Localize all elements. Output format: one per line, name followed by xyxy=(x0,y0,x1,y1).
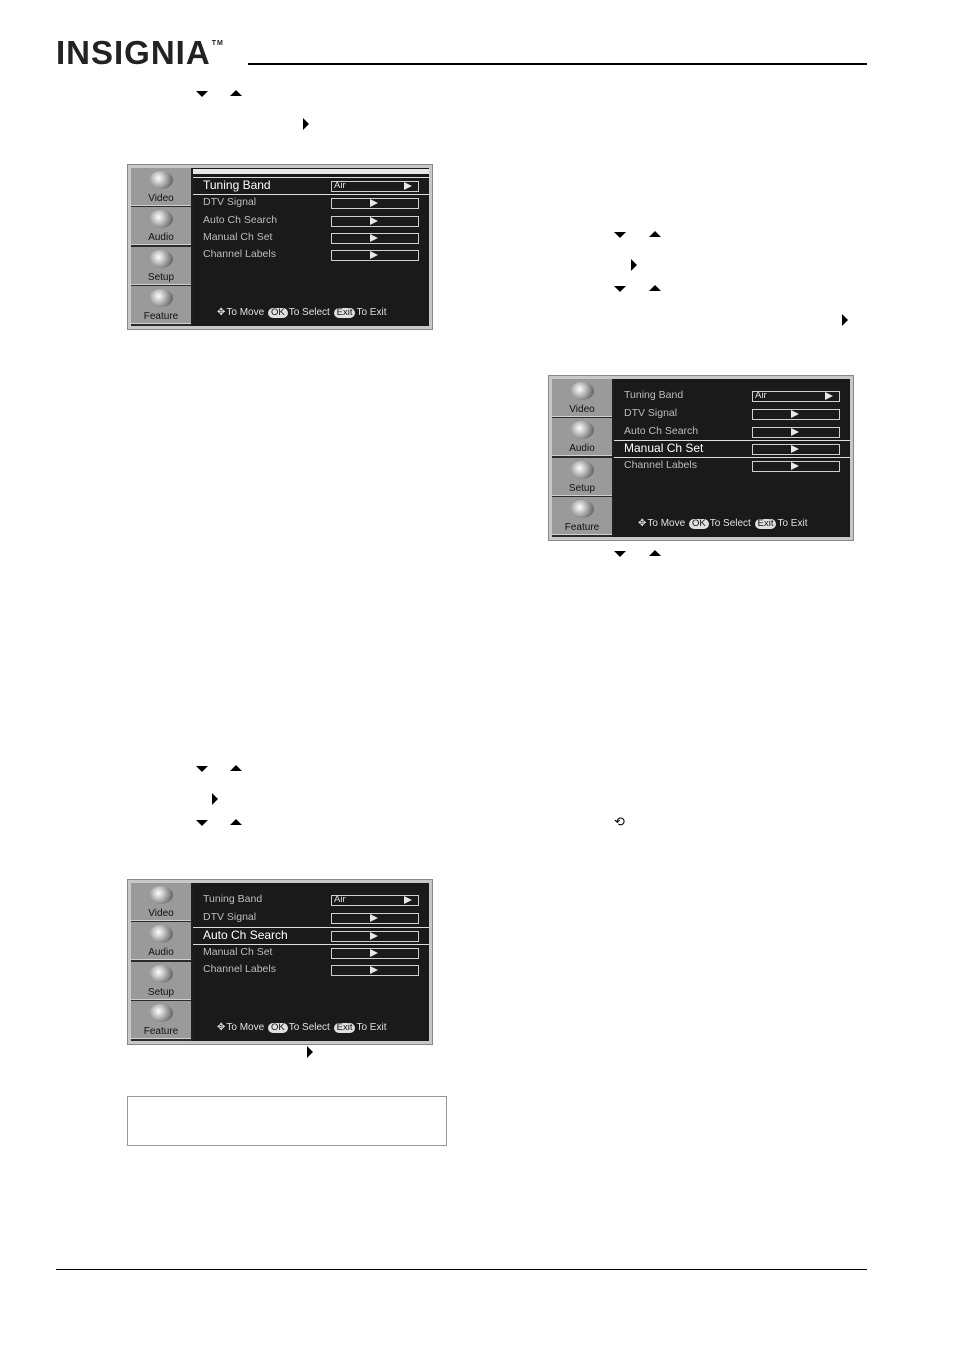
play-arrow-icon xyxy=(791,410,799,418)
menu-item-tuning-band[interactable]: Tuning Band Air xyxy=(614,388,850,404)
setup-icon xyxy=(149,250,173,268)
tv-menu-tuning-band xyxy=(127,164,433,330)
header-rule xyxy=(248,63,867,65)
play-arrow-icon xyxy=(791,462,799,470)
setup-icon xyxy=(149,965,173,983)
up-arrow-icon xyxy=(649,231,661,237)
footer-rule xyxy=(56,1269,867,1270)
menu-item-manual-ch-set[interactable]: Manual Ch Set xyxy=(193,230,429,246)
video-icon xyxy=(149,886,173,904)
menu-item-auto-ch-search[interactable]: Auto Ch Search xyxy=(193,213,429,229)
menu-item-auto-ch-search[interactable]: Auto Ch Search xyxy=(193,927,429,945)
play-arrow-icon xyxy=(370,914,378,922)
audio-icon xyxy=(149,925,173,943)
up-arrow-icon xyxy=(230,90,242,96)
category-feature[interactable]: Feature xyxy=(552,497,612,535)
right-arrow-icon xyxy=(631,259,637,271)
menu-item-dtv-signal[interactable]: DTV Signal xyxy=(193,910,429,926)
video-icon xyxy=(149,171,173,189)
category-setup[interactable]: Setup xyxy=(552,458,612,496)
menu-item-dtv-signal[interactable]: DTV Signal xyxy=(614,406,850,422)
play-arrow-icon xyxy=(404,182,412,190)
move-icon: ✥ xyxy=(217,1022,226,1033)
play-arrow-icon xyxy=(370,966,378,974)
menu-item-manual-ch-set[interactable]: Manual Ch Set xyxy=(614,440,850,458)
tv-menu-manual-ch-set xyxy=(548,375,854,541)
up-arrow-icon xyxy=(649,550,661,556)
category-setup[interactable]: Setup xyxy=(131,962,191,1000)
play-arrow-icon xyxy=(370,217,378,225)
note-box xyxy=(127,1096,447,1146)
play-arrow-icon xyxy=(370,251,378,259)
play-arrow-icon xyxy=(370,234,378,242)
menu-hint: ✥To Move OK To Select Exit To Exit xyxy=(638,518,808,529)
menu-item-dtv-signal[interactable]: DTV Signal xyxy=(193,195,429,211)
menu-item-tuning-band[interactable]: Tuning Band Air xyxy=(193,892,429,908)
move-icon: ✥ xyxy=(638,518,647,529)
insignia-logo: INSIGNIA™ xyxy=(56,34,224,71)
menu-item-channel-labels[interactable]: Channel Labels xyxy=(193,962,429,978)
category-audio[interactable]: Audio xyxy=(131,922,191,960)
tv-menu-auto-ch-search xyxy=(127,879,433,1045)
menu-hint: ✥To Move OK To Select Exit To Exit xyxy=(217,1022,387,1033)
category-audio[interactable]: Audio xyxy=(552,418,612,456)
play-arrow-icon xyxy=(370,932,378,940)
feature-icon xyxy=(570,500,594,518)
move-icon: ✥ xyxy=(217,307,226,318)
down-arrow-icon xyxy=(196,766,208,772)
up-arrow-icon xyxy=(649,285,661,291)
play-arrow-icon xyxy=(370,199,378,207)
down-arrow-icon xyxy=(614,232,626,238)
down-arrow-icon xyxy=(196,820,208,826)
category-feature[interactable]: Feature xyxy=(131,286,191,324)
menu-item-tuning-band[interactable]: Tuning Band Air xyxy=(193,177,429,195)
right-arrow-icon xyxy=(842,314,848,326)
feature-icon xyxy=(149,1004,173,1022)
category-feature[interactable]: Feature xyxy=(131,1001,191,1039)
up-arrow-icon xyxy=(230,765,242,771)
audio-icon xyxy=(570,421,594,439)
menu-item-manual-ch-set[interactable]: Manual Ch Set xyxy=(193,945,429,961)
menu-hint: ✥To Move OK To Select Exit To Exit xyxy=(217,307,387,318)
menu-item-channel-labels[interactable]: Channel Labels xyxy=(193,247,429,263)
play-arrow-icon xyxy=(825,392,833,400)
category-video[interactable]: Video xyxy=(131,168,191,206)
down-arrow-icon xyxy=(614,286,626,292)
play-arrow-icon xyxy=(404,896,412,904)
audio-icon xyxy=(149,210,173,228)
play-arrow-icon xyxy=(370,949,378,957)
cycle-icon: ⟲ xyxy=(614,814,625,829)
right-arrow-icon xyxy=(303,118,309,130)
feature-icon xyxy=(149,289,173,307)
video-icon xyxy=(570,382,594,400)
up-arrow-icon xyxy=(230,819,242,825)
menu-item-auto-ch-search[interactable]: Auto Ch Search xyxy=(614,424,850,440)
menu-top-bar xyxy=(193,169,429,174)
play-arrow-icon xyxy=(791,445,799,453)
down-arrow-icon xyxy=(196,91,208,97)
menu-item-channel-labels[interactable]: Channel Labels xyxy=(614,458,850,474)
category-video[interactable]: Video xyxy=(552,379,612,417)
setup-icon xyxy=(570,461,594,479)
right-arrow-icon xyxy=(212,793,218,805)
category-audio[interactable]: Audio xyxy=(131,207,191,245)
play-arrow-icon xyxy=(791,428,799,436)
down-arrow-icon xyxy=(614,551,626,557)
category-video[interactable]: Video xyxy=(131,883,191,921)
category-setup[interactable]: Setup xyxy=(131,247,191,285)
right-arrow-icon xyxy=(307,1046,313,1058)
